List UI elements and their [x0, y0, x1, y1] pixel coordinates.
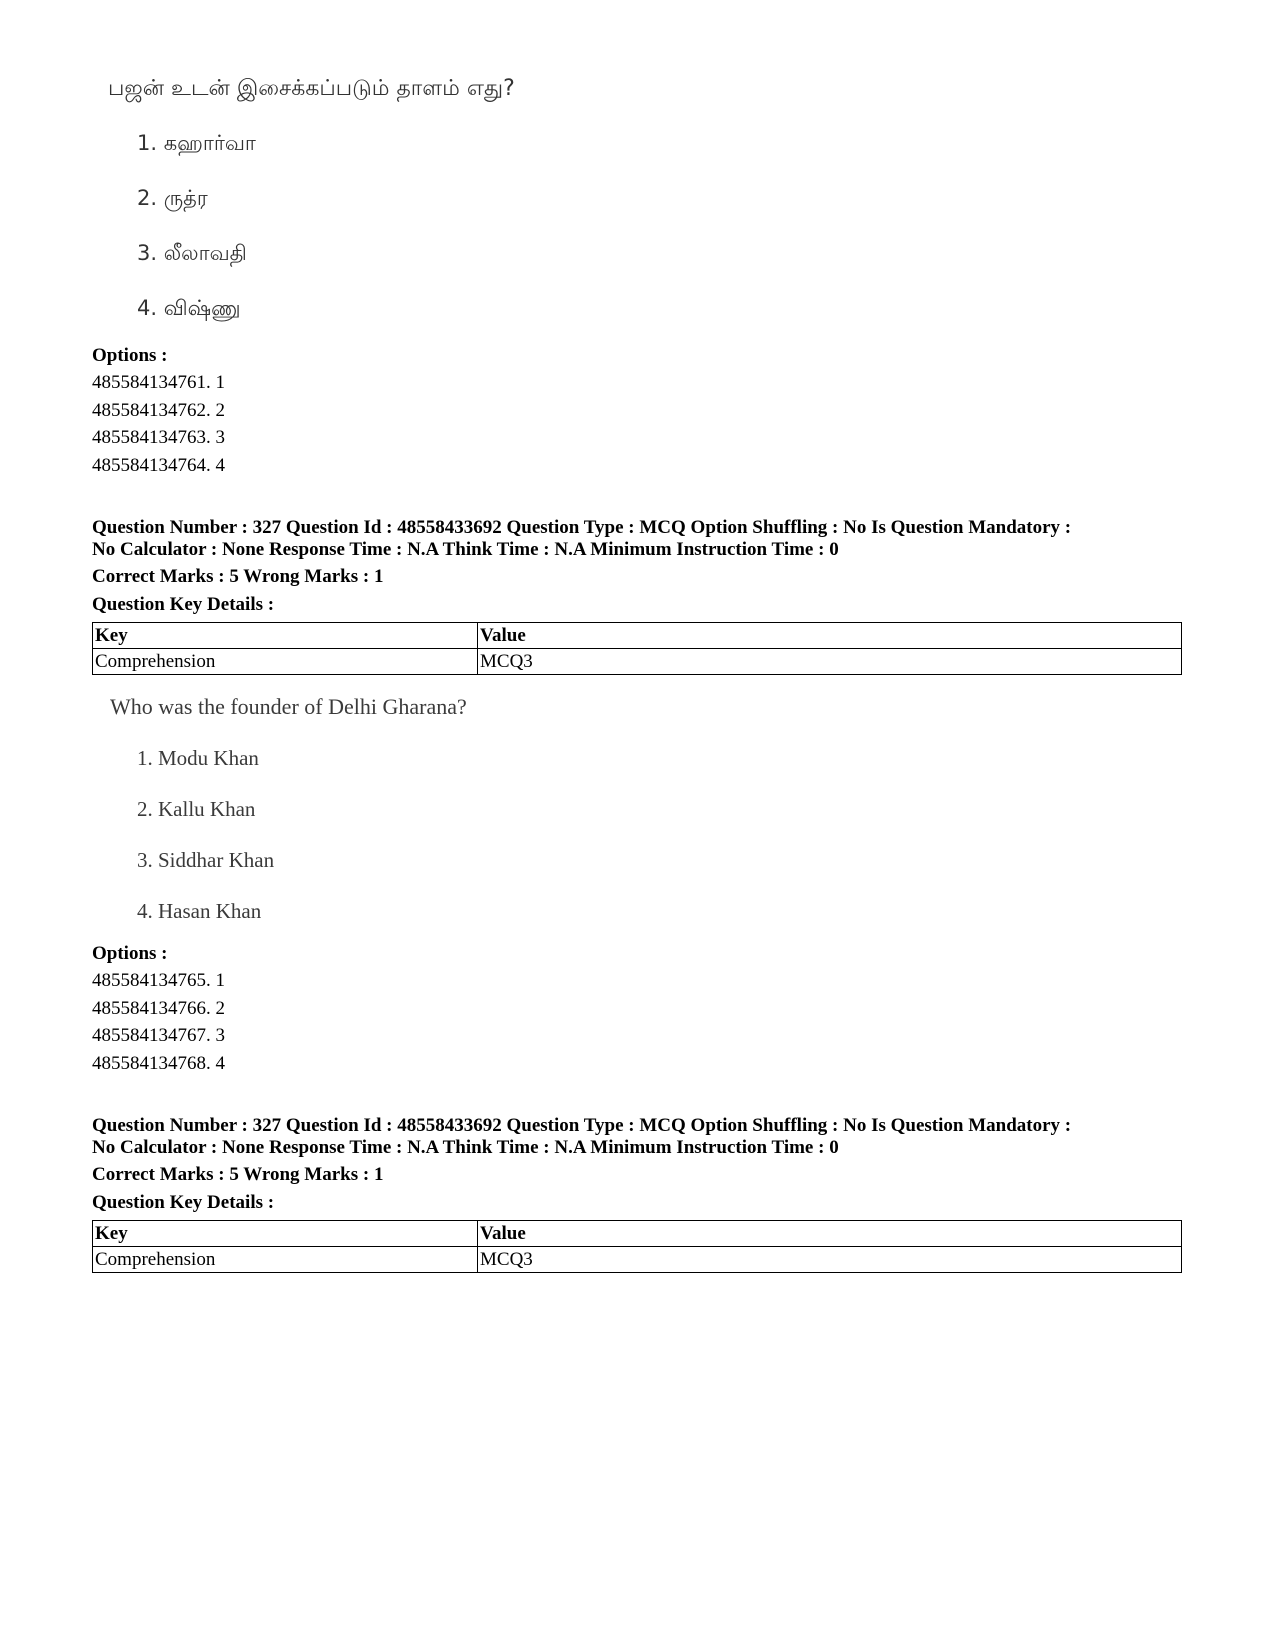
- option-id: 485584134765. 1: [92, 970, 225, 991]
- choice-1: 1. கஹார்வா: [137, 131, 256, 155]
- option-id: 485584134762. 2: [92, 400, 225, 421]
- question-meta-line1: Question Number : 327 Question Id : 48558433692 Question Type : MCQ Option Shuffling : No Is Question Mandatory :: [92, 517, 1072, 538]
- cell-value: MCQ3: [478, 1247, 1182, 1273]
- options-label: Options :: [92, 943, 168, 964]
- key-details-table: [92, 622, 1182, 675]
- choice-2: 2. ருத்ர: [137, 186, 208, 210]
- marks-line: Correct Marks : 5 Wrong Marks : 1: [92, 566, 384, 587]
- cell-key: Comprehension: [93, 649, 478, 675]
- choice-1: 1. Modu Khan: [137, 746, 259, 770]
- header-key: Key: [93, 623, 478, 649]
- option-id: 485584134763. 3: [92, 427, 225, 448]
- header-value: Value: [478, 1221, 1182, 1247]
- choice-2: 2. Kallu Khan: [137, 797, 256, 821]
- choice-3: 3. Siddhar Khan: [137, 848, 275, 872]
- option-id: 485584134767. 3: [92, 1025, 225, 1046]
- option-id: 485584134761. 1: [92, 372, 225, 393]
- option-id: 485584134766. 2: [92, 998, 225, 1019]
- key-details-table: [92, 1220, 1182, 1273]
- marks-line: Correct Marks : 5 Wrong Marks : 1: [92, 1164, 384, 1185]
- question-text-tamil: பஜன் உடன் இசைக்கப்படும் தாளம் எது?: [108, 76, 515, 101]
- choice-4: 4. விஷ்ணு: [137, 296, 241, 320]
- key-details-label: Question Key Details :: [92, 594, 275, 615]
- cell-key: Comprehension: [93, 1247, 478, 1273]
- table-row: [93, 649, 1182, 675]
- key-details-label: Question Key Details :: [92, 1192, 275, 1213]
- cell-value: MCQ3: [478, 649, 1182, 675]
- question-meta-line2: No Calculator : None Response Time : N.A Think Time : N.A Minimum Instruction Time : 0: [92, 1137, 839, 1158]
- table-header-row: [93, 1221, 1182, 1247]
- choice-3: 3. லீலாவதி: [137, 241, 247, 265]
- options-label: Options :: [92, 345, 168, 366]
- question-text-english: Who was the founder of Delhi Gharana?: [110, 694, 467, 719]
- option-id: 485584134764. 4: [92, 455, 225, 476]
- header-value: Value: [478, 623, 1182, 649]
- table-row: [93, 1247, 1182, 1273]
- header-key: Key: [93, 1221, 478, 1247]
- option-id: 485584134768. 4: [92, 1053, 225, 1074]
- table-header-row: [93, 623, 1182, 649]
- choice-4: 4. Hasan Khan: [137, 899, 262, 923]
- question-meta-line1: Question Number : 327 Question Id : 48558433692 Question Type : MCQ Option Shuffling : No Is Question Mandatory :: [92, 1115, 1072, 1136]
- question-meta-line2: No Calculator : None Response Time : N.A Think Time : N.A Minimum Instruction Time : 0: [92, 539, 839, 560]
